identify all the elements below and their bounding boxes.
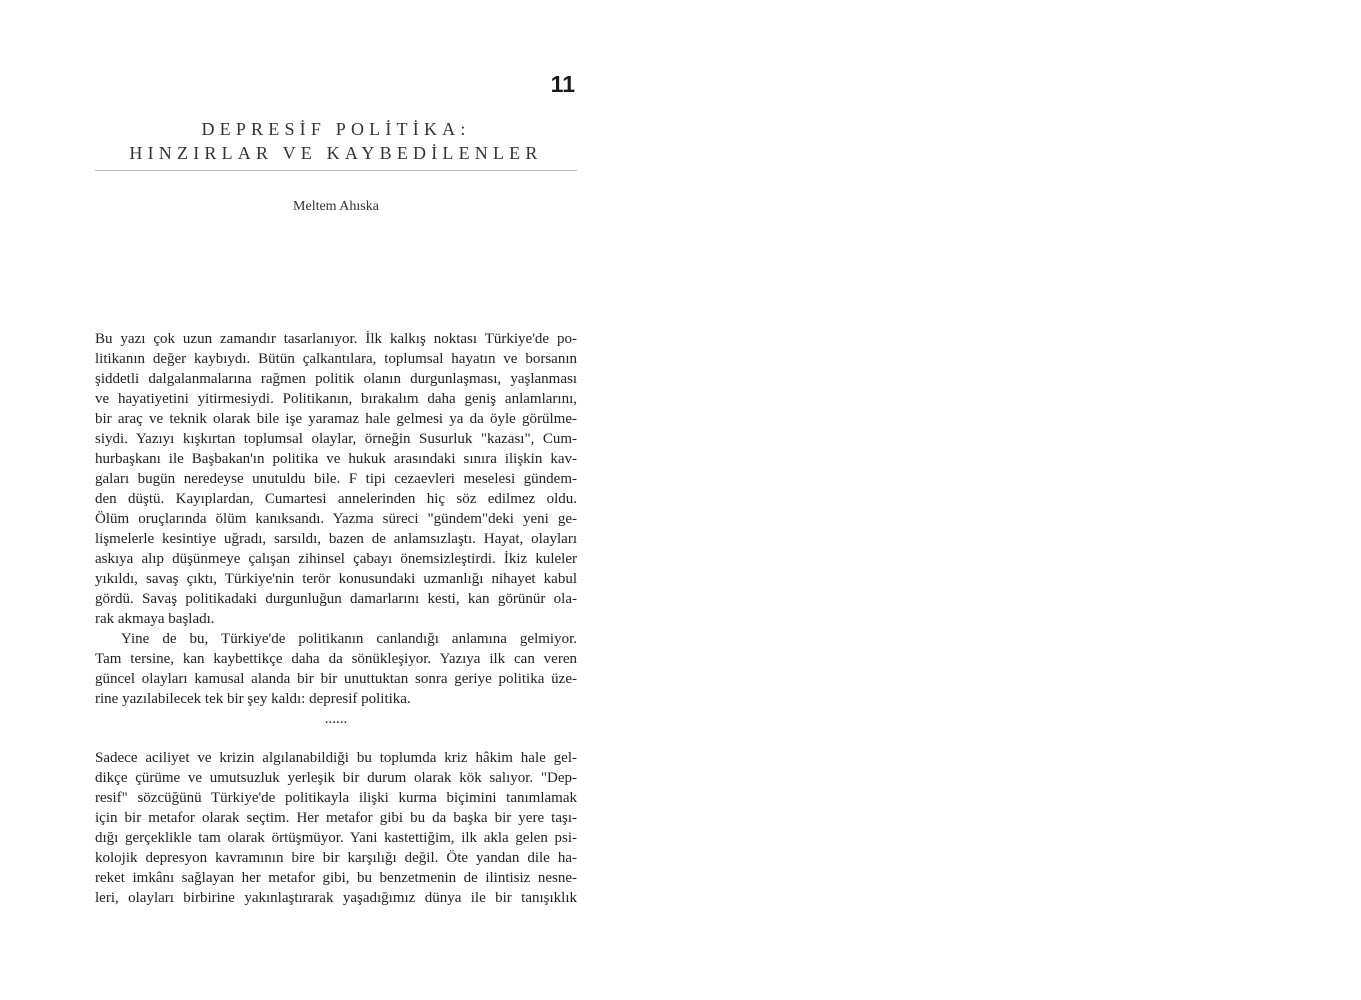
text-line: litikanın değer kaybıydı. Bütün çalkantılara, toplumsal hayatın ve borsanın [95, 351, 577, 367]
text-line: yıkıldı, savaş çıktı, Türkiye'nin terör konusundaki uzmanlığı nihayet kabul [95, 571, 577, 587]
section-separator: ...... [324, 711, 348, 727]
text-line: gaları bugün neredeyse unutuldu bile. F tipi cezaevleri meselesi gündem- [95, 471, 577, 487]
text-line: bir araç ve teknik olarak bile işe yaramaz hale gelmesi ya da öyle görülme- [95, 411, 577, 427]
chapter-number: 11 [550, 71, 575, 97]
text-line: resif" sözcüğünü Türkiye'de politikayla ilişki kurma biçimini tanımlamak [95, 790, 577, 806]
text-line: için bir metafor olarak seçtim. Her metafor gibi bu da başka bir yere taşı- [95, 810, 577, 826]
text-line: Bu yazı çok uzun zamandır tasarlanıyor. İlk kalkış noktası Türkiye'de po- [95, 331, 577, 347]
text-line: kolojik depresyon kavramının bire bir karşılığı değil. Öte yandan dile ha- [95, 850, 577, 866]
section-1-text [95, 329, 577, 709]
text-line: dığı gerçeklikle tam olarak örtüşmüyor. Yani kastettiğim, ilk akla gelen psi- [95, 830, 577, 846]
text-line: reket imkânı sağlayan her metafor gibi, bu benzetmenin de ilintisiz nesne- [95, 870, 577, 886]
text-line: güncel olayları kamusal alanda bir bir unuttuktan sonra geriye politika üze- [95, 671, 577, 687]
text-line: rak akmaya başladı. [95, 611, 215, 627]
chapter-title [95, 117, 577, 165]
text-line: ve hayatiyetini yitirmesiydi. Politikanın, bırakalım daha geniş anlamlarını, [95, 391, 577, 407]
text-line: lişmelerle kesintiye uğradı, sarsıldı, bazen de anlamsızlaştı. Hayat, olayları [95, 531, 577, 547]
text-line: Ölüm oruçlarında ölüm kanıksandı. Yazma süreci "gündem"deki yeni ge- [95, 511, 577, 527]
section-2-text [95, 748, 577, 908]
text-line: rine yazılabilecek tek bir şey kaldı: depresif politika. [95, 691, 411, 707]
paragraph-2 [95, 629, 577, 709]
text-line: Tam tersine, kan kaybettikçe daha da sönükleşiyor. Yazıya ilk can veren [95, 651, 577, 667]
text-line: den düştü. Kayıplardan, Cumartesi annelerinden hiç söz edilmez oldu. [95, 491, 577, 507]
text-line: hurbaşkanı ile Başbakan'ın politika ve hukuk arasındaki sınıra ilişkin kav- [95, 451, 577, 467]
text-line: dikçe çürüme ve umutsuzluk yerleşik bir durum olarak kök salıyor. "Dep- [95, 770, 577, 786]
text-line: siydi. Yazıyı kışkırtan toplumsal olaylar, örneğin Susurluk "kazası", Cum- [95, 431, 577, 447]
text-line: gördü. Savaş politikadaki durgunluğun damarlarını kesti, kan görünür ola- [95, 591, 577, 607]
text-line: askıya alıp düşünmeye çalışan zihinsel çabayı önemsizleştirdi. İkiz kuleler [95, 551, 577, 567]
chapter-title-line-2: HINZIRLAR VE KAYBEDİLENLER [129, 143, 543, 163]
paragraph-1 [95, 329, 577, 629]
chapter-title-line-1: DEPRESİF POLİTİKA: [201, 119, 471, 139]
title-divider [95, 170, 577, 171]
text-line: Sadece aciliyet ve krizin algılanabildiği bu toplumda kriz hâkim hale gel- [95, 750, 577, 766]
paragraph-3 [95, 748, 577, 908]
author-name: Meltem Ahıska [293, 199, 379, 214]
text-line: şiddetli dalgalanmalarına rağmen politik olanın durgunlaşması, yaşlanması [95, 371, 577, 387]
text-line: Yine de bu, Türkiye'de politikanın canlandığı anlamına gelmiyor. [121, 631, 577, 647]
text-line: leri, olayları birbirine yakınlaştırarak yaşadığımız dünya ile bir tanışıklık [95, 890, 577, 906]
book-page [95, 0, 577, 1000]
